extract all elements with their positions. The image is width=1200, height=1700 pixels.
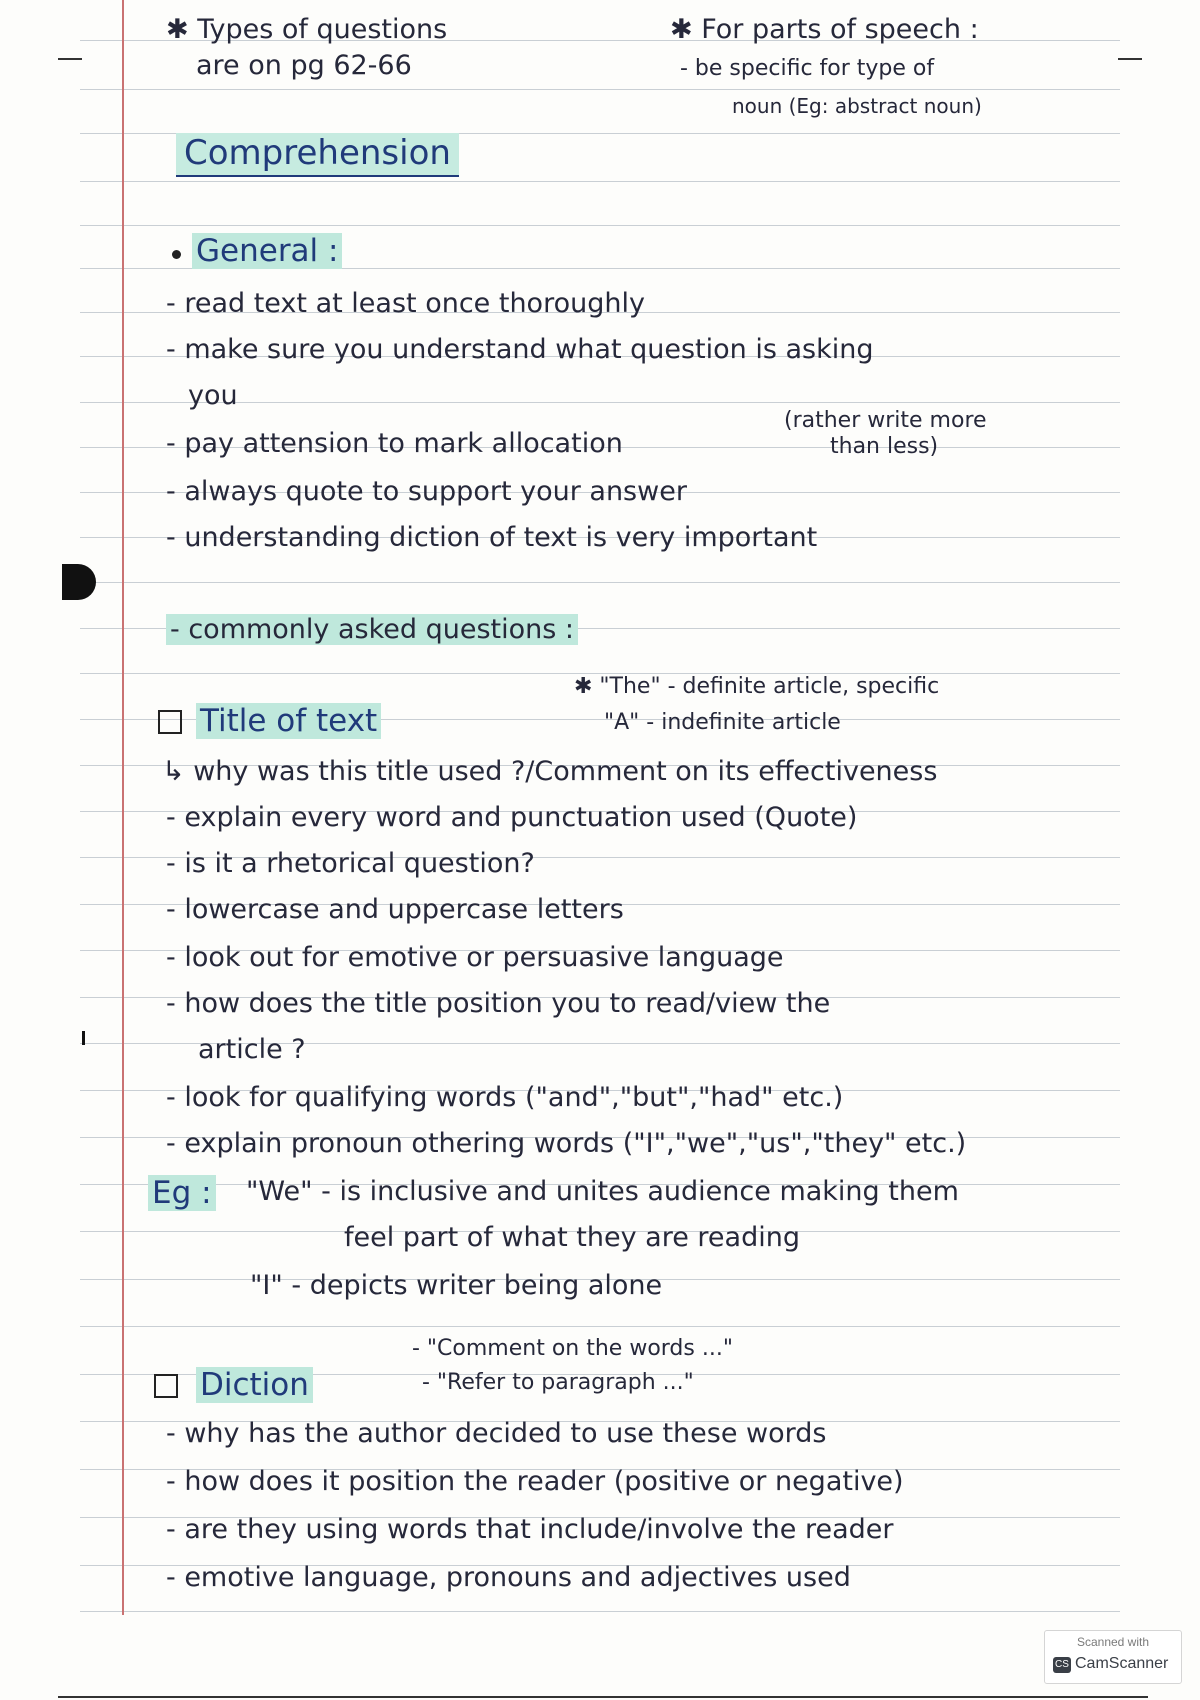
general-heading: General : (192, 233, 342, 269)
example-line1: "We" - is inclusive and unites audience making them (246, 1176, 959, 1207)
top-right-note-line2: - be specific for type of (680, 56, 935, 81)
diction-item: - emotive language, pronouns and adjectives used (166, 1562, 851, 1593)
example-label: Eg : (148, 1175, 216, 1211)
diction-item: - how does it position the reader (positive or negative) (166, 1466, 904, 1497)
diction-item: - are they using words that include/involve the reader (166, 1514, 894, 1545)
title-item: - look out for emotive or persuasive language (166, 942, 784, 973)
general-item: - always quote to support your answer (166, 476, 687, 507)
page-edge-mark-right (1118, 58, 1142, 60)
top-left-note-line1: ✱ Types of questions (166, 14, 448, 45)
article-note-line2: "A" - indefinite article (604, 710, 841, 735)
camscanner-logo-icon: CS (1053, 1657, 1071, 1673)
general-item: you (188, 380, 238, 411)
general-side-note-line2: than less) (830, 434, 939, 459)
diction-note-line1: - "Comment on the words ..." (412, 1336, 733, 1361)
page-title: Comprehension (176, 133, 459, 177)
watermark-brand: CamScanner (1075, 1655, 1169, 1672)
title-item: - lowercase and uppercase letters (166, 894, 624, 925)
title-item: - explain pronoun othering words ("I","we","us","they" etc.) (166, 1128, 967, 1159)
title-item: ↳ why was this title used ?/Comment on its effectiveness (162, 756, 938, 787)
bullet-dot (172, 250, 181, 259)
general-item: - pay attension to mark allocation (166, 428, 623, 459)
title-item: - is it a rhetorical question? (166, 848, 535, 879)
example-line3: "I" - depicts writer being alone (250, 1270, 663, 1301)
title-of-text-heading: Title of text (196, 703, 381, 739)
diction-note-line2: - "Refer to paragraph ..." (422, 1370, 694, 1395)
checkbox-icon (158, 710, 182, 734)
binder-hole (62, 564, 96, 600)
general-side-note-line1: (rather write more (784, 408, 987, 433)
title-item: - explain every word and punctuation used (Quote) (166, 802, 858, 833)
camscanner-watermark (1044, 1630, 1182, 1684)
diction-item: - why has the author decided to use these words (166, 1418, 827, 1449)
top-right-note-line1: ✱ For parts of speech : (670, 14, 979, 45)
general-item: - make sure you understand what question is asking (166, 334, 874, 365)
page-edge-mark-left (58, 58, 82, 60)
top-left-note-line2: are on pg 62-66 (196, 50, 412, 81)
title-item: article ? (198, 1034, 306, 1065)
title-item: - how does the title position you to read/view the (166, 988, 831, 1019)
general-item: - read text at least once thoroughly (166, 288, 645, 319)
general-item: - understanding diction of text is very important (166, 522, 818, 553)
margin-line (122, 0, 124, 1615)
top-right-note-line3: noun (Eg: abstract noun) (732, 94, 982, 118)
edge-tick (82, 1031, 85, 1045)
watermark-caption: Scanned with (1076, 1635, 1150, 1649)
example-line2: feel part of what they are reading (344, 1222, 800, 1253)
title-item: - look for qualifying words ("and","but","had" etc.) (166, 1082, 844, 1113)
page-bottom-edge (58, 1696, 1148, 1698)
commonly-asked-heading: - commonly asked questions : (166, 614, 578, 645)
checkbox-icon (154, 1374, 178, 1398)
diction-heading: Diction (196, 1367, 313, 1403)
article-note-line1: ✱ "The" - definite article, specific (574, 674, 940, 699)
